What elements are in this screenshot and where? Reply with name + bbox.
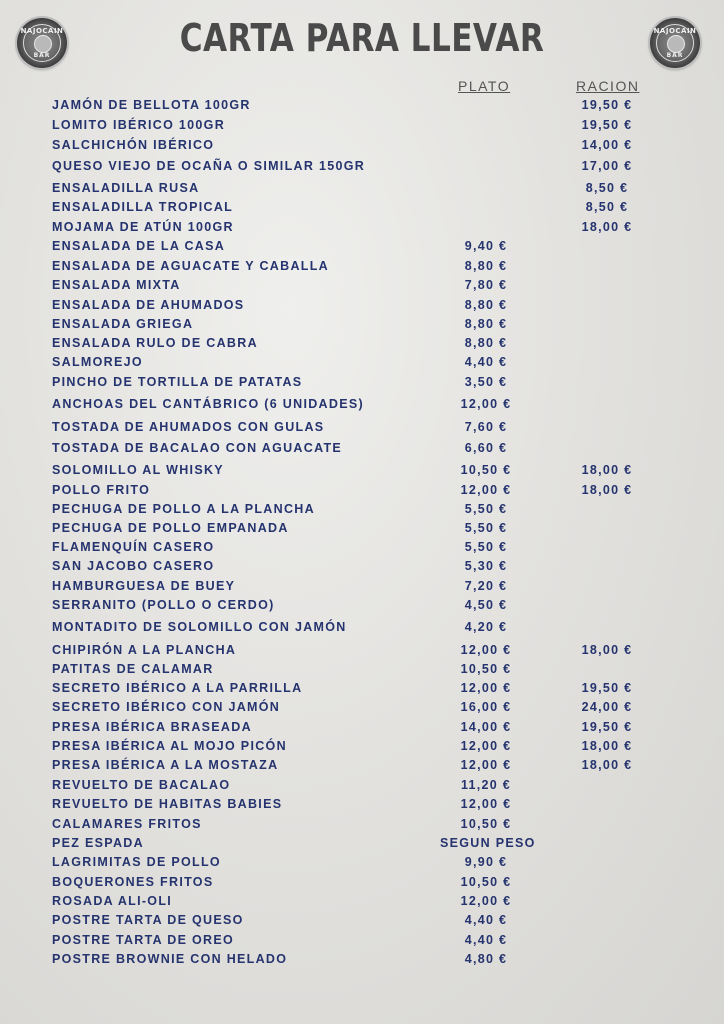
item-plato-price: 14,00 € [460, 720, 512, 734]
item-name: SALMOREJO [52, 355, 143, 369]
item-name: QUESO VIEJO DE OCAÑA O SIMILAR 150GR [52, 159, 366, 173]
item-name: PRESA IBÉRICA AL MOJO PICÓN [52, 739, 287, 753]
logo-bottom-text: BAR [33, 52, 51, 59]
column-header-racion: RACION [576, 78, 640, 94]
menu-item [0, 500, 724, 518]
item-name: ENSALADA MIXTA [52, 278, 181, 292]
menu-item [0, 931, 724, 949]
item-name: PINCHO DE TORTILLA DE PATATAS [52, 375, 303, 389]
page-title: CARTA PARA LLEVAR [179, 16, 545, 60]
item-name: CALAMARES FRITOS [52, 817, 202, 831]
menu-item [0, 873, 724, 891]
item-plato-price: 8,80 € [464, 259, 508, 273]
item-plato-price: 10,50 € [460, 662, 512, 676]
item-name: ENSALADA RULO DE CABRA [52, 336, 258, 350]
item-name: PECHUGA DE POLLO EMPANADA [52, 521, 289, 535]
menu-item [0, 853, 724, 871]
menu-item [0, 353, 724, 371]
menu-item [0, 373, 724, 391]
item-name: LOMITO IBÉRICO 100GR [52, 118, 226, 132]
item-plato-price: 4,80 € [464, 952, 508, 966]
menu-item [0, 776, 724, 794]
menu-item [0, 237, 724, 255]
menu-item [0, 136, 724, 154]
menu-item [0, 577, 724, 595]
item-name: ENSALADA DE AHUMADOS [52, 298, 245, 312]
item-plato-price: 8,80 € [464, 298, 508, 312]
item-name: JAMÓN DE BELLOTA 100GR [52, 98, 251, 112]
menu-item [0, 679, 724, 697]
item-name: ENSALADA DE LA CASA [52, 239, 226, 253]
menu-item [0, 950, 724, 968]
menu-item [0, 116, 724, 134]
item-name: POSTRE TARTA DE QUESO [52, 913, 244, 927]
item-racion-price: 14,00 € [581, 138, 633, 152]
item-name: CHIPIRÓN A LA PLANCHA [52, 643, 237, 657]
column-header-plato: PLATO [458, 78, 511, 94]
menu-item [0, 737, 724, 755]
item-name: POSTRE BROWNIE CON HELADO [52, 952, 288, 966]
item-name: TOSTADA DE BACALAO CON AGUACATE [52, 441, 343, 455]
menu-item [0, 315, 724, 333]
menu-item [0, 481, 724, 499]
item-plato-price: 12,00 € [460, 894, 512, 908]
menu-item [0, 96, 724, 114]
item-name: SECRETO IBÉRICO CON JAMÓN [52, 700, 281, 714]
item-racion-price: 18,00 € [581, 643, 633, 657]
item-name: SERRANITO (POLLO O CERDO) [52, 598, 275, 612]
item-plato-price: 16,00 € [460, 700, 512, 714]
menu-item [0, 198, 724, 216]
item-name: BOQUERONES FRITOS [52, 875, 214, 889]
menu-item [0, 892, 724, 910]
item-name: REVUELTO DE HABITAS BABIES [52, 797, 283, 811]
item-racion-price: 18,00 € [581, 463, 633, 477]
menu-item [0, 834, 724, 852]
item-name: LAGRIMITAS DE POLLO [52, 855, 221, 869]
item-plato-price: 12,00 € [460, 739, 512, 753]
item-plato-price: 10,50 € [460, 463, 512, 477]
item-plato-price: 5,50 € [464, 540, 508, 554]
logo-emblem [34, 35, 52, 53]
item-plato-price: 12,00 € [460, 681, 512, 695]
item-plato-price: 4,40 € [464, 933, 508, 947]
item-name: PRESA IBÉRICA BRASEADA [52, 720, 252, 734]
item-name: ANCHOAS DEL CANTÁBRICO (6 UNIDADES) [52, 397, 364, 411]
menu-item [0, 179, 724, 197]
item-plato-price: 11,20 € [460, 778, 512, 792]
item-plato-price: 12,00 € [460, 397, 512, 411]
item-plato-price: 7,20 € [464, 579, 508, 593]
menu-item [0, 334, 724, 352]
item-racion-price: 18,00 € [581, 220, 633, 234]
item-plato-price: 8,80 € [464, 317, 508, 331]
item-name: ENSALADILLA TROPICAL [52, 200, 234, 214]
item-plato-price: 10,50 € [460, 817, 512, 831]
item-racion-price: 17,00 € [581, 159, 633, 173]
menu-item [0, 519, 724, 537]
item-name: ENSALADA GRIEGA [52, 317, 194, 331]
logo-top-text: NAJOCAIN [653, 27, 697, 35]
item-racion-price: 19,50 € [581, 98, 633, 112]
item-plato-price: 5,50 € [464, 521, 508, 535]
item-plato-price: 5,30 € [464, 559, 508, 573]
item-plato-price: 6,60 € [464, 441, 508, 455]
item-racion-price: 18,00 € [581, 758, 633, 772]
item-plato-price: 3,50 € [464, 375, 508, 389]
menu-item [0, 461, 724, 479]
item-name: POLLO FRITO [52, 483, 151, 497]
item-name: PECHUGA DE POLLO A LA PLANCHA [52, 502, 315, 516]
menu-item [0, 698, 724, 716]
menu-item [0, 157, 724, 175]
item-plato-price: 4,50 € [464, 598, 508, 612]
menu-item [0, 660, 724, 678]
item-plato-price: 12,00 € [460, 758, 512, 772]
item-name: SALCHICHÓN IBÉRICO [52, 138, 215, 152]
menu-item [0, 218, 724, 236]
item-name: SAN JACOBO CASERO [52, 559, 215, 573]
item-plato-price: 4,40 € [464, 355, 508, 369]
item-racion-price: 19,50 € [581, 720, 633, 734]
item-plato-price: 12,00 € [460, 797, 512, 811]
item-name: ROSADA ALI-OLI [52, 894, 173, 908]
item-racion-price: 8,50 € [585, 200, 629, 214]
item-plato-price: 7,60 € [464, 420, 508, 434]
item-plato-price: 9,40 € [464, 239, 508, 253]
item-name: MONTADITO DE SOLOMILLO CON JAMÓN [52, 620, 347, 634]
item-plato-price: 12,00 € [460, 643, 512, 657]
logo-top-text: NAJOCAIN [20, 27, 64, 35]
item-plato-price: 5,50 € [464, 502, 508, 516]
menu-item [0, 439, 724, 457]
item-name: REVUELTO DE BACALAO [52, 778, 231, 792]
item-name: HAMBURGUESA DE BUEY [52, 579, 236, 593]
item-plato-price: 9,90 € [464, 855, 508, 869]
menu-item [0, 276, 724, 294]
item-name: PATITAS DE CALAMAR [52, 662, 214, 676]
menu-item [0, 756, 724, 774]
menu-item [0, 911, 724, 929]
item-plato-price: 4,40 € [464, 913, 508, 927]
item-name: PRESA IBÉRICA A LA MOSTAZA [52, 758, 279, 772]
item-plato-price: 12,00 € [460, 483, 512, 497]
item-plato-price: SEGUN PESO [440, 836, 536, 850]
menu-item [0, 641, 724, 659]
item-racion-price: 19,50 € [581, 118, 633, 132]
menu-item [0, 296, 724, 314]
item-name: FLAMENQUÍN CASERO [52, 540, 215, 554]
menu-item [0, 795, 724, 813]
menu-item [0, 618, 724, 636]
item-racion-price: 18,00 € [581, 483, 633, 497]
item-name: ENSALADILLA RUSA [52, 181, 200, 195]
item-plato-price: 10,50 € [460, 875, 512, 889]
item-racion-price: 8,50 € [585, 181, 629, 195]
menu-item [0, 596, 724, 614]
menu-item [0, 538, 724, 556]
menu-item [0, 257, 724, 275]
bar-logo-left [17, 18, 67, 68]
item-name: MOJAMA DE ATÚN 100GR [52, 220, 234, 234]
item-name: SECRETO IBÉRICO A LA PARRILLA [52, 681, 303, 695]
item-name: ENSALADA DE AGUACATE Y CABALLA [52, 259, 329, 273]
item-name: PEZ ESPADA [52, 836, 144, 850]
item-plato-price: 7,80 € [464, 278, 508, 292]
item-name: SOLOMILLO AL WHISKY [52, 463, 224, 477]
menu-item [0, 395, 724, 413]
item-plato-price: 4,20 € [464, 620, 508, 634]
menu-item [0, 557, 724, 575]
menu-item [0, 418, 724, 436]
logo-emblem [667, 35, 685, 53]
item-racion-price: 18,00 € [581, 739, 633, 753]
item-plato-price: 8,80 € [464, 336, 508, 350]
item-racion-price: 24,00 € [581, 700, 633, 714]
logo-bottom-text: BAR [666, 52, 684, 59]
item-name: POSTRE TARTA DE OREO [52, 933, 235, 947]
menu-item [0, 815, 724, 833]
item-name: TOSTADA DE AHUMADOS CON GULAS [52, 420, 325, 434]
menu-item [0, 718, 724, 736]
item-racion-price: 19,50 € [581, 681, 633, 695]
